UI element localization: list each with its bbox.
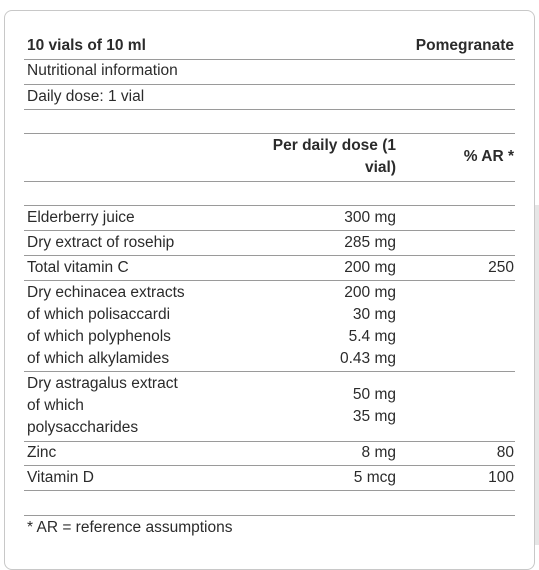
footnote: * AR = reference assumptions (27, 519, 233, 536)
divider (24, 490, 515, 491)
row-name: Elderberry juice (27, 209, 135, 226)
row-ar: 80 (496, 444, 514, 461)
per-dose-header-line1: Per daily dose (1 (272, 137, 396, 154)
divider (24, 280, 515, 281)
ar-header: % AR * (463, 148, 514, 165)
row-amount: 5.4 mg (348, 328, 396, 345)
divider (24, 133, 515, 134)
divider (24, 109, 515, 110)
row-amount: 0.43 mg (339, 350, 396, 367)
row-amount: 285 mg (344, 234, 396, 251)
divider (24, 230, 515, 231)
row-name: Zinc (27, 444, 57, 461)
divider (24, 205, 515, 206)
row-name: of which (27, 397, 84, 414)
per-dose-header-line2: vial) (364, 159, 396, 176)
divider (24, 84, 515, 85)
divider (24, 515, 515, 516)
flavor-label: Pomegranate (415, 37, 514, 54)
row-ar: 100 (488, 469, 514, 486)
row-name: Dry extract of rosehip (27, 234, 175, 251)
row-amount: 30 mg (352, 306, 396, 323)
row-amount: 5 mcg (353, 469, 396, 486)
row-amount: 300 mg (344, 209, 396, 226)
row-name: Dry astragalus extract (27, 375, 178, 392)
row-amount: 8 mg (361, 444, 396, 461)
row-amount: 200 mg (344, 284, 396, 301)
row-name: Total vitamin C (27, 259, 129, 276)
row-name: of which polyphenols (27, 328, 171, 345)
divider (24, 181, 515, 182)
divider (24, 255, 515, 256)
row-amount: 50 mg (352, 386, 396, 403)
row-name: of which alkylamides (27, 350, 170, 367)
scrollbar[interactable] (535, 205, 539, 545)
daily-dose-label: Daily dose: 1 vial (27, 88, 145, 105)
row-amount: 35 mg (352, 408, 396, 425)
row-name: Dry echinacea extracts (27, 284, 185, 301)
nutritional-info-label: Nutritional information (27, 62, 178, 79)
divider (24, 371, 515, 372)
row-ar: 250 (488, 259, 514, 276)
row-name: Vitamin D (27, 469, 94, 486)
row-name: of which polisaccardi (27, 306, 171, 323)
divider (24, 465, 515, 466)
product-label: 10 vials of 10 ml (27, 37, 146, 54)
row-name: polysaccharides (27, 419, 139, 436)
row-amount: 200 mg (344, 259, 396, 276)
